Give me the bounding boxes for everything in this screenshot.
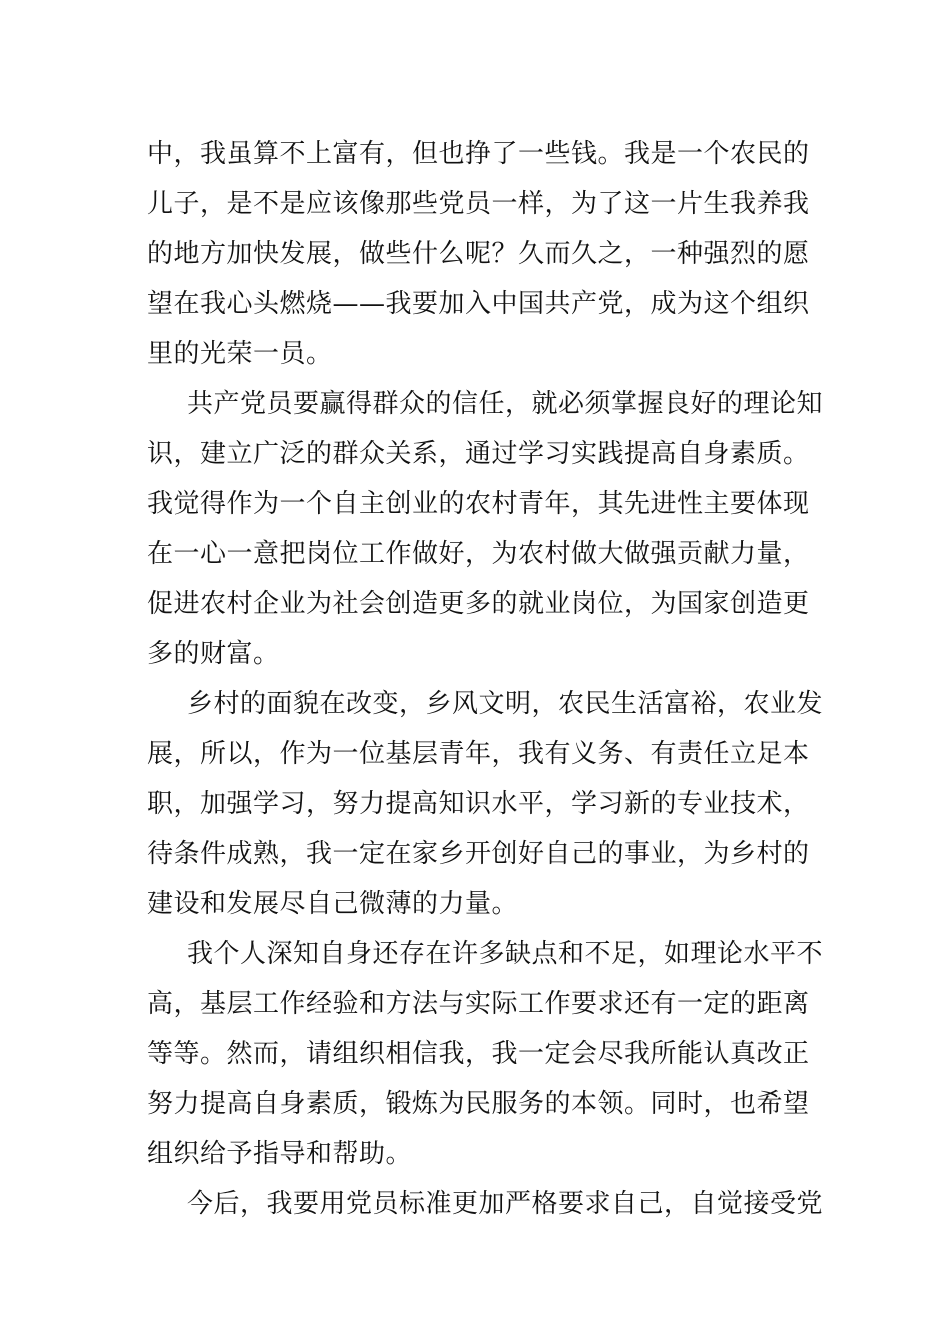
paragraph-start-line: 乡村的面貌在改变，乡风文明，农民生活富裕，农业发 (187, 689, 824, 719)
text-line: 多的财富。 (147, 639, 280, 669)
text-line: 儿子，是不是应该像那些党员一样，为了这一片生我养我 (147, 189, 810, 219)
body-text (147, 129, 824, 1229)
text-line: 我觉得作为一个自主创业的农村青年，其先进性主要体现 (147, 489, 810, 519)
text-line: 高，基层工作经验和方法与实际工作要求还有一定的距离 (147, 989, 810, 1019)
text-line: 里的光荣一员。 (147, 339, 333, 369)
text-line: 识，建立广泛的群众关系，通过学习实践提高自身素质。 (147, 439, 810, 469)
paragraph-start-line: 我个人深知自身还存在许多缺点和不足，如理论水平不 (187, 939, 824, 969)
text-line: 促进农村企业为社会创造更多的就业岗位，为国家创造更 (147, 589, 810, 619)
text-line: 组织给予指导和帮助。 (147, 1139, 413, 1169)
text-line: 职，加强学习，努力提高知识水平，学习新的专业技术， (147, 789, 810, 819)
text-line: 等等。然而，请组织相信我，我一定会尽我所能认真改正 (147, 1039, 810, 1069)
text-line: 建设和发展尽自己微薄的力量。 (147, 889, 519, 919)
text-line: 望在我心头燃烧——我要加入中国共产党，成为这个组织 (147, 289, 810, 319)
text-line: 努力提高自身素质，锻炼为民服务的本领。同时，也希望 (147, 1089, 810, 1119)
paragraph-start-line: 共产党员要赢得群众的信任，就必须掌握良好的理论知 (187, 389, 824, 419)
text-line: 的地方加快发展，做些什么呢？久而久之，一种强烈的愿 (147, 239, 810, 269)
text-line: 中，我虽算不上富有，但也挣了一些钱。我是一个农民的 (147, 139, 810, 169)
text-line: 待条件成熟，我一定在家乡开创好自己的事业，为乡村的 (147, 839, 810, 869)
paragraph-start-line: 今后，我要用党员标准更加严格要求自己，自觉接受党 (187, 1189, 824, 1219)
text-line: 展，所以，作为一位基层青年，我有义务、有责任立足本 (147, 739, 810, 769)
text-line: 在一心一意把岗位工作做好，为农村做大做强贡献力量， (147, 539, 810, 569)
